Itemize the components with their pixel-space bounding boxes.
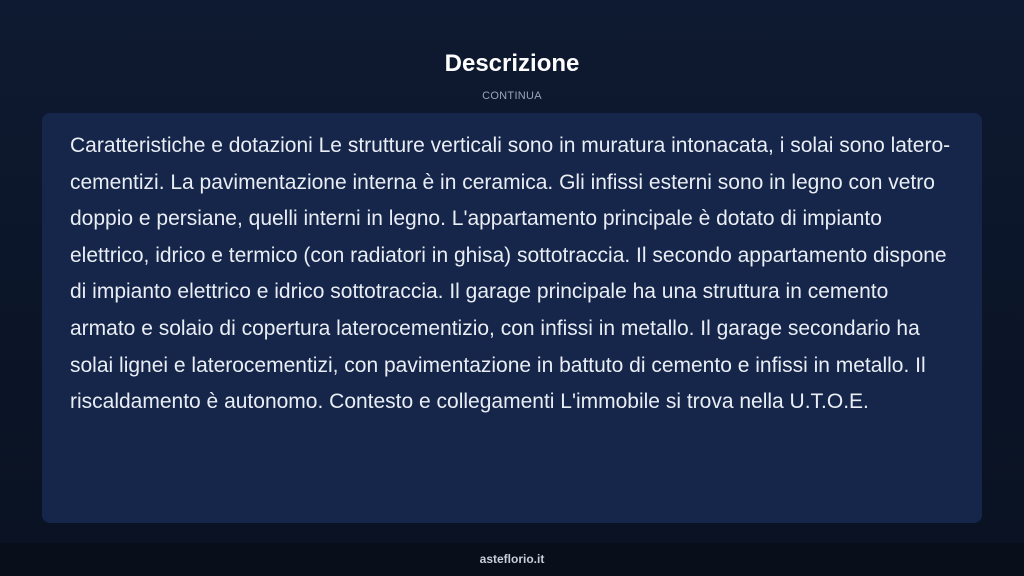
footer-brand: asteflorio.it: [479, 552, 545, 566]
continue-link[interactable]: CONTINUA: [482, 90, 542, 102]
description-card: [42, 113, 982, 523]
page-title: Descrizione: [444, 50, 580, 77]
footer-bar: [0, 543, 1024, 576]
description-text: Caratteristiche e dotazioni Le strutture verticali sono in muratura intonacata, i solai sono latero-cementizi. La pavimentazione interna è in ceramica. Gli infissi esterni sono in legno con vetro doppio e persiane, quelli interni in legno. L'appartamento principale è dotato di impianto elettrico, idrico e termico (con radiatori in ghisa) sottotraccia. Il secondo appartamento dispone di impianto elettrico e idrico sottotraccia. Il garage principale ha una struttura in cemento armato e solaio di copertura laterocementizio, con infissi in metallo. Il garage secondario ha solai lignei e laterocementizi, con pavimentazione in battuto di cemento e infissi in metallo. Il riscaldamento è autonomo. Contesto e collegamenti L'immobile si trova nella U.T.O.E.: [70, 134, 951, 414]
